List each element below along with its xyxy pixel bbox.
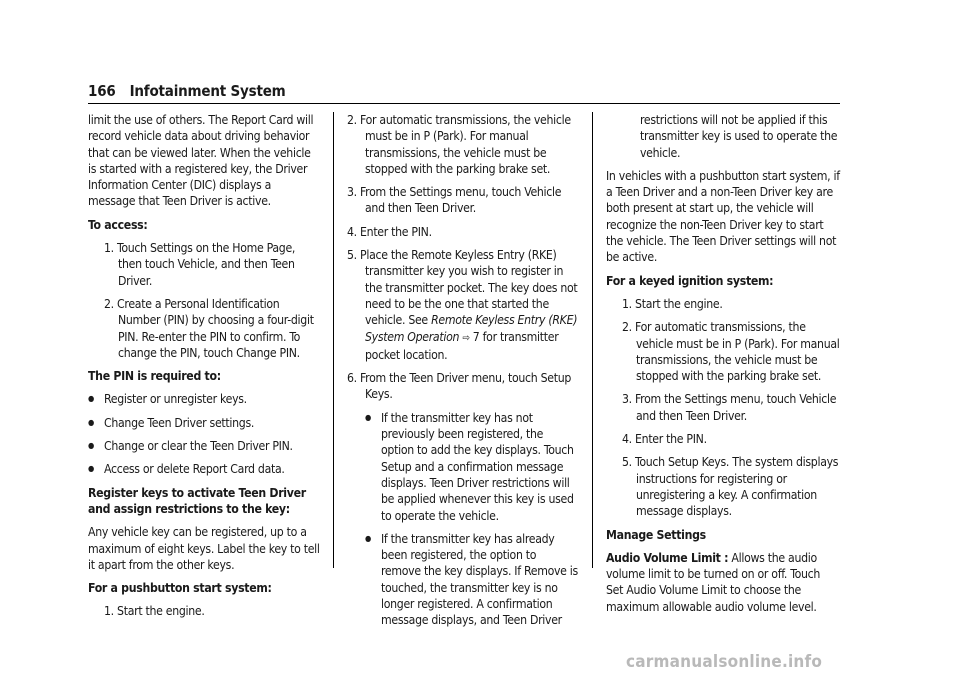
column-3 [606, 112, 840, 622]
register-paragraph: Any vehicle key can be registered, up to a maximum of eight keys. Label the key to tell it apart from the other keys. [88, 525, 320, 572]
bullet-continuation: restrictions will not be applied if this transmitter key is used to operate the vehicle. [640, 113, 838, 160]
page-reference-arrow-icon: ⇨ [462, 332, 470, 344]
step-5-text: 5. Place the Remote Keyless Entry (RKE) transmitter key you wish to register in the transmitter pocket. The key does not need to be the one that started the vehicle. See [347, 248, 578, 328]
step-5-text-end: 7 for transmitter pocket location. [365, 329, 559, 362]
pushbutton-step-3: 3. From the Settings menu, touch Vehicle and then Teen Driver. [347, 185, 562, 216]
watermark: carmanualsonline.info [626, 652, 823, 672]
audio-volume-text: Allows the audio volume limit to be turned on or off. Touch Set Audio Volume Limit to choose the maximum allowable audio volume level. [606, 550, 821, 614]
column-divider-2 [592, 112, 593, 568]
pushbutton-step-1: 1. Start the engine. [104, 604, 205, 619]
keyed-step-3: 3. From the Settings menu, touch Vehicle and then Teen Driver. [622, 392, 837, 423]
rke-reference-link[interactable]: Remote Keyless Entry (RKE) System Operation [365, 313, 578, 344]
pushbutton-step-4: 4. Enter the PIN. [347, 224, 432, 239]
page-header [88, 82, 286, 100]
keyed-step-1: 1. Start the engine. [622, 296, 723, 311]
manage-settings-heading: Manage Settings [606, 527, 706, 542]
column-2 [347, 112, 579, 636]
column-divider-1 [333, 112, 334, 568]
keyed-step-4: 4. Enter the PIN. [622, 432, 707, 447]
pushbutton-step-6: 6. From the Teen Driver menu, touch Setup Keys. [347, 371, 572, 402]
header-rule [88, 103, 840, 104]
to-access-heading: To access: [88, 217, 148, 232]
keyed-heading: For a keyed ignition system: [606, 273, 774, 288]
column-1 [88, 112, 320, 627]
page-number: 166 [88, 82, 116, 100]
pin-bullet-1: ● Register or unregister keys. [88, 391, 320, 407]
pushbutton-note: In vehicles with a pushbutton start system, if a Teen Driver and a non-Teen Driver key are both present at start up, the vehicle will recognize the non-Teen Driver key to start the vehicle. The Teen Driver settings will not be active. [606, 168, 840, 265]
setup-bullet-2: ● If the transmitter key has already been registered, the option to remove the key displays. If Remove is touched, the transmitter key is no longer registered. A confirmation message displays, and Teen Driver [347, 531, 579, 629]
keyed-step-2: 2. For automatic transmissions, the vehicle must be in P (Park). For manual transmissions, the vehicle must be stopped with the parking brake set. [622, 320, 840, 384]
keyed-step-5: 5. Touch Setup Keys. The system displays instructions for registering or unregistering a key. A confirmation message displays. [622, 455, 839, 519]
audio-volume-paragraph [606, 550, 840, 615]
setup-bullet-1: ● If the transmitter key has not previously been registered, the option to add the key displays. Touch Setup and a confirmation message displays. Teen Driver restrictions will be applied whenever this key is used to operate the vehicle. [347, 410, 579, 524]
intro-paragraph: limit the use of others. The Report Card will record vehicle data about driving behavior that can be viewed later. When the vehicle is started with a registered key, the Driver Information Center (DIC) displays a message that Teen Driver is active. [88, 113, 314, 209]
access-step-1: 1. Touch Settings on the Home Page, then touch Vehicle, and then Teen Driver. [104, 241, 296, 288]
access-step-2: 2. Create a Personal Identification Number (PIN) by choosing a four-digit PIN. Re-enter the PIN to confirm. To change the PIN, touch Change PIN. [104, 296, 314, 360]
pushbutton-heading: For a pushbutton start system: [88, 581, 272, 596]
pin-bullet-3: ● Change or clear the Teen Driver PIN. [88, 438, 320, 454]
audio-volume-label: Audio Volume Limit : [606, 550, 729, 565]
pin-bullet-4: ● Access or delete Report Card data. [88, 461, 320, 477]
register-heading: Register keys to activate Teen Driver and assign restrictions to the key: [88, 485, 306, 516]
pin-bullet-2: ● Change Teen Driver settings. [88, 415, 320, 431]
pushbutton-step-5 [347, 247, 579, 363]
pushbutton-step-2: 2. For automatic transmissions, the vehicle must be in P (Park). For manual transmissions, the vehicle must be stopped with the parking brake set. [347, 113, 571, 176]
pin-required-heading: The PIN is required to: [88, 369, 221, 384]
section-title: Infotainment System [129, 82, 286, 100]
